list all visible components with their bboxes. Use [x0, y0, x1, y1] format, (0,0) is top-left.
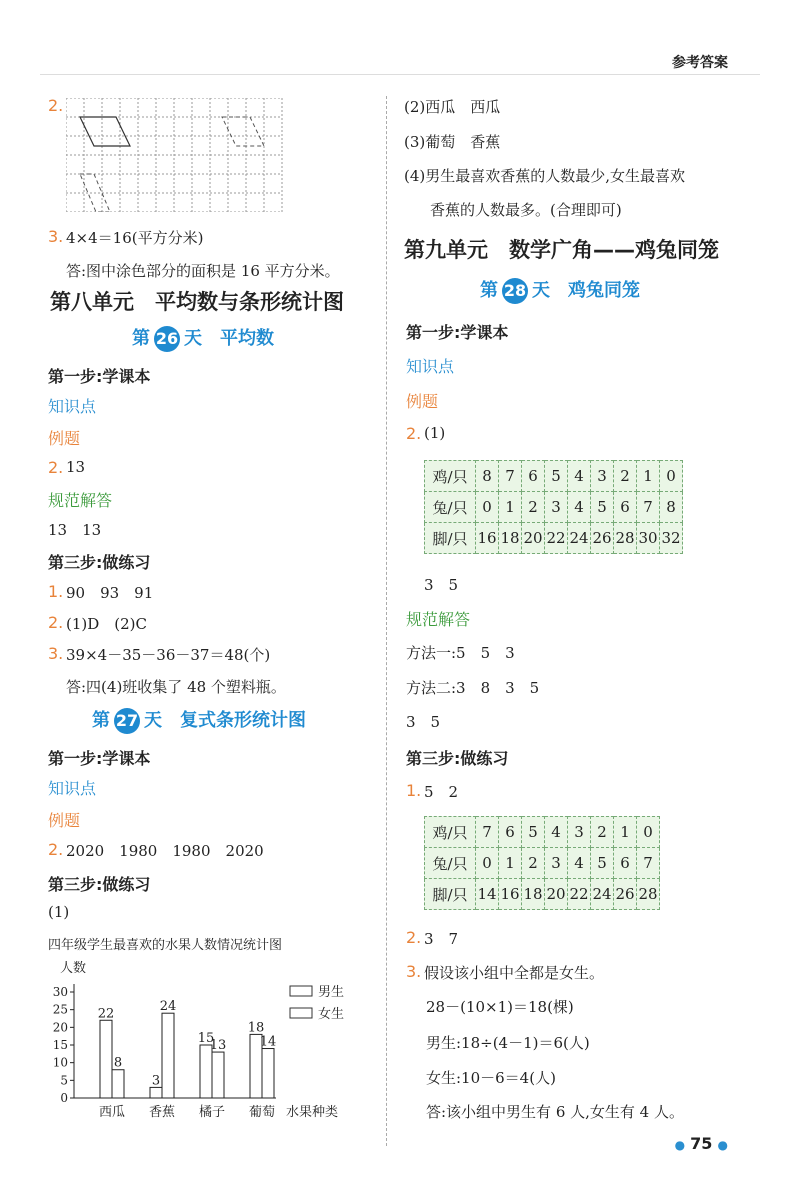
day28-badge: 28: [502, 278, 528, 304]
day27-lt2-text: 2020 1980 1980 2020: [66, 842, 264, 860]
r-p2: (2)西瓜 西瓜: [404, 98, 501, 116]
r-ex3-text: 假设该小组中全都是女生。: [424, 964, 605, 982]
table-row: [425, 817, 660, 848]
table-cell: 8: [476, 461, 499, 492]
q3-answer: 答:图中涂色部分的面积是 16 平方分米。: [66, 262, 340, 280]
y-tick-label: 20: [52, 1020, 68, 1035]
table-cell: 26: [614, 879, 637, 910]
table-cell: 20: [522, 523, 545, 554]
bar-value-label: 24: [159, 999, 177, 1015]
day28-name: 鸡兔同笼: [568, 280, 640, 301]
r-ex3-line3: 女生:10－6＝4(人): [426, 1069, 556, 1087]
bar-value-label: 8: [113, 1055, 123, 1071]
table-row-label: 脚/只: [425, 523, 476, 554]
bar-female: [212, 1052, 224, 1098]
r-ex3-line1: 28－(10×1)＝18(棵): [426, 998, 574, 1016]
r-knowledge: 知识点: [406, 357, 455, 376]
table-cell: 28: [637, 879, 660, 910]
day26-lt2-text: 13: [66, 458, 86, 476]
table-cell: 1: [637, 461, 660, 492]
y-tick-label: 0: [60, 1091, 68, 1105]
table-cell: 7: [499, 461, 522, 492]
y-tick-label: 15: [52, 1038, 68, 1052]
day27-post: 天: [144, 710, 162, 731]
r-method3: 3 5: [406, 713, 441, 731]
r-lt2-text: (1): [424, 424, 446, 442]
r-p4b: 香蕉的人数最多。(合理即可): [430, 201, 622, 219]
ex2-text: (1)D (2)C: [66, 615, 147, 633]
day26-badge: 26: [154, 326, 180, 352]
day26-post: 天: [184, 328, 202, 349]
table-cell: 20: [545, 879, 568, 910]
bar-female: [112, 1070, 124, 1098]
r-ex3-line4: 答:该小组中男生有 6 人,女生有 4 人。: [426, 1103, 684, 1121]
day26-heading: [132, 324, 274, 352]
bar-male: [150, 1087, 162, 1098]
category-label: 香蕉: [148, 1105, 176, 1120]
legend-label-female: 女生: [318, 1007, 345, 1022]
table-cell: 18: [499, 523, 522, 554]
ex2-number: 2.: [48, 613, 64, 632]
y-tick-label: 5: [60, 1073, 68, 1088]
fruit-chart: [40, 952, 380, 1132]
table-cell: 3: [545, 848, 568, 879]
table-cell: 8: [660, 492, 683, 523]
table-cell: 2: [522, 848, 545, 879]
table-cell: 4: [568, 461, 591, 492]
bar-value-label: 14: [259, 1034, 277, 1050]
legend-swatch-male: [290, 986, 312, 996]
day27-part1: (1): [48, 903, 70, 921]
ex3-number: 3.: [48, 644, 64, 663]
r-ex1-text: 5 2: [424, 783, 459, 801]
table-cell: 24: [568, 523, 591, 554]
table-row: [425, 848, 660, 879]
table-cell: 24: [591, 879, 614, 910]
table-cell: 4: [568, 492, 591, 523]
day27-knowledge: 知识点: [48, 779, 97, 798]
unit8-title: 第八单元 平均数与条形统计图: [50, 290, 344, 314]
table-row-label: 鸡/只: [425, 817, 476, 848]
grid-lines: [66, 98, 282, 212]
chart-xlabel: 水果种类: [286, 1105, 339, 1120]
table-cell: 1: [614, 817, 637, 848]
ex3-text: 39×4－35－36－37＝48(个): [66, 646, 271, 664]
table-cell: 5: [522, 817, 545, 848]
table-cell: 5: [591, 848, 614, 879]
table-cell: 7: [637, 492, 660, 523]
column-divider: [386, 96, 387, 1146]
dot-icon: ●: [674, 1138, 686, 1152]
bar-female: [162, 1013, 174, 1098]
bar-male: [100, 1020, 112, 1098]
table-cell: 6: [614, 492, 637, 523]
day27-name: 复式条形统计图: [180, 710, 306, 731]
table-cell: 2: [522, 492, 545, 523]
category-label: 橘子: [198, 1105, 226, 1120]
table-row-label: 脚/只: [425, 879, 476, 910]
table-row-label: 兔/只: [425, 492, 476, 523]
table-cell: 3: [568, 817, 591, 848]
table-row: [425, 879, 660, 910]
day26-example: 例题: [48, 429, 81, 448]
r-step1: 第一步:学课本: [406, 323, 509, 342]
table-cell: 30: [637, 523, 660, 554]
table-cell: 6: [499, 817, 522, 848]
page-header: 参考答案: [672, 55, 728, 71]
header-rule: [40, 74, 760, 75]
table-row: [425, 523, 683, 554]
day27-pre: 第: [92, 710, 110, 731]
table-row: [425, 492, 683, 523]
chicken-rabbit-table-1: [424, 460, 683, 554]
day28-heading: [480, 276, 640, 304]
unit9-title: 第九单元 数学广角——鸡兔同笼: [404, 238, 719, 262]
table-cell: 4: [545, 817, 568, 848]
chart-ylabel: 人数: [60, 961, 87, 976]
table-cell: 1: [499, 492, 522, 523]
table-cell: 5: [545, 461, 568, 492]
day26-knowledge: 知识点: [48, 397, 97, 416]
ex1-text: 90 93 91: [66, 584, 154, 602]
table-cell: 4: [568, 848, 591, 879]
table-cell: 0: [476, 492, 499, 523]
table-cell: 3: [545, 492, 568, 523]
table-row-label: 兔/只: [425, 848, 476, 879]
r-standard-answer: 规范解答: [406, 610, 471, 629]
table-row: [425, 461, 683, 492]
table-cell: 2: [591, 817, 614, 848]
table-cell: 7: [637, 848, 660, 879]
r-method2: 方法二:3 8 3 5: [406, 679, 540, 697]
r-after-table1: 3 5: [424, 576, 459, 594]
r-ex1-number: 1.: [406, 781, 422, 800]
page-number: 75: [690, 1134, 713, 1153]
parallelogram-solid: [80, 117, 130, 146]
r-method1: 方法一:5 5 3: [406, 644, 515, 662]
y-tick-label: 10: [52, 1055, 68, 1070]
table-cell: 6: [614, 848, 637, 879]
day28-post: 天: [532, 280, 550, 301]
day26-name: 平均数: [220, 328, 274, 349]
day27-heading: [92, 706, 306, 734]
day26-standard-text: 13 13: [48, 521, 102, 539]
day26-lt2-number: 2.: [48, 458, 64, 477]
q3-text: 4×4＝16(平方分米): [66, 229, 204, 247]
category-label: 葡萄: [248, 1105, 276, 1120]
table-cell: 18: [522, 879, 545, 910]
y-tick-label: 25: [52, 1002, 68, 1017]
table-cell: 0: [637, 817, 660, 848]
table-cell: 1: [499, 848, 522, 879]
day27-example: 例题: [48, 811, 81, 830]
ex3-answer: 答:四(4)班收集了 48 个塑料瓶。: [66, 678, 286, 696]
r-step3: 第三步:做练习: [406, 749, 509, 768]
r-p4a: (4)男生最喜欢香蕉的人数最少,女生最喜欢: [404, 167, 686, 185]
table-cell: 16: [476, 523, 499, 554]
table-cell: 5: [591, 492, 614, 523]
table-cell: 2: [614, 461, 637, 492]
grid-figure: [66, 98, 286, 212]
r-ex3-number: 3.: [406, 962, 422, 981]
chart-title: 四年级学生最喜欢的水果人数情况统计图: [48, 938, 283, 953]
table-cell: 6: [522, 461, 545, 492]
bar-female: [262, 1049, 274, 1098]
category-label: 西瓜: [98, 1105, 126, 1120]
bar-value-label: 18: [247, 1020, 265, 1036]
r-ex2-number: 2.: [406, 928, 422, 947]
table-cell: 22: [545, 523, 568, 554]
r-p3: (3)葡萄 香蕉: [404, 133, 501, 151]
table-cell: 16: [499, 879, 522, 910]
day28-pre: 第: [480, 280, 498, 301]
bar-value-label: 3: [151, 1073, 161, 1089]
table-cell: 22: [568, 879, 591, 910]
y-tick-label: 30: [52, 985, 68, 999]
table-cell: 28: [614, 523, 637, 554]
r-lt2-number: 2.: [406, 424, 422, 443]
table-cell: 26: [591, 523, 614, 554]
table-cell: 14: [476, 879, 499, 910]
legend-label-male: 男生: [318, 985, 345, 1000]
day26-step3: 第三步:做练习: [48, 553, 151, 572]
day27-step3: 第三步:做练习: [48, 875, 151, 894]
r-example: 例题: [406, 392, 439, 411]
day27-badge: 27: [114, 708, 140, 734]
day27-step1: 第一步:学课本: [48, 749, 151, 768]
q3-number: 3.: [48, 227, 64, 246]
q2-number: 2.: [48, 96, 64, 115]
r-ex3-line2: 男生:18÷(4－1)＝6(人): [426, 1034, 590, 1052]
page-number-block: [675, 1134, 728, 1153]
bar-value-label: 13: [209, 1038, 227, 1054]
day26-standard-answer: 规范解答: [48, 491, 113, 510]
chicken-rabbit-table-2: [424, 816, 660, 910]
r-ex2-text: 3 7: [424, 930, 459, 948]
legend-swatch-female: [290, 1008, 312, 1018]
dot-icon: ●: [717, 1138, 728, 1152]
table-row-label: 鸡/只: [425, 461, 476, 492]
day27-lt2-number: 2.: [48, 840, 64, 859]
bar-value-label: 15: [197, 1031, 215, 1046]
table-cell: 0: [660, 461, 683, 492]
ex1-number: 1.: [48, 582, 64, 601]
day26-pre: 第: [132, 328, 150, 349]
day26-step1: 第一步:学课本: [48, 367, 151, 386]
bar-value-label: 22: [97, 1006, 115, 1022]
table-cell: 3: [591, 461, 614, 492]
table-cell: 32: [660, 523, 683, 554]
table-cell: 7: [476, 817, 499, 848]
table-cell: 0: [476, 848, 499, 879]
